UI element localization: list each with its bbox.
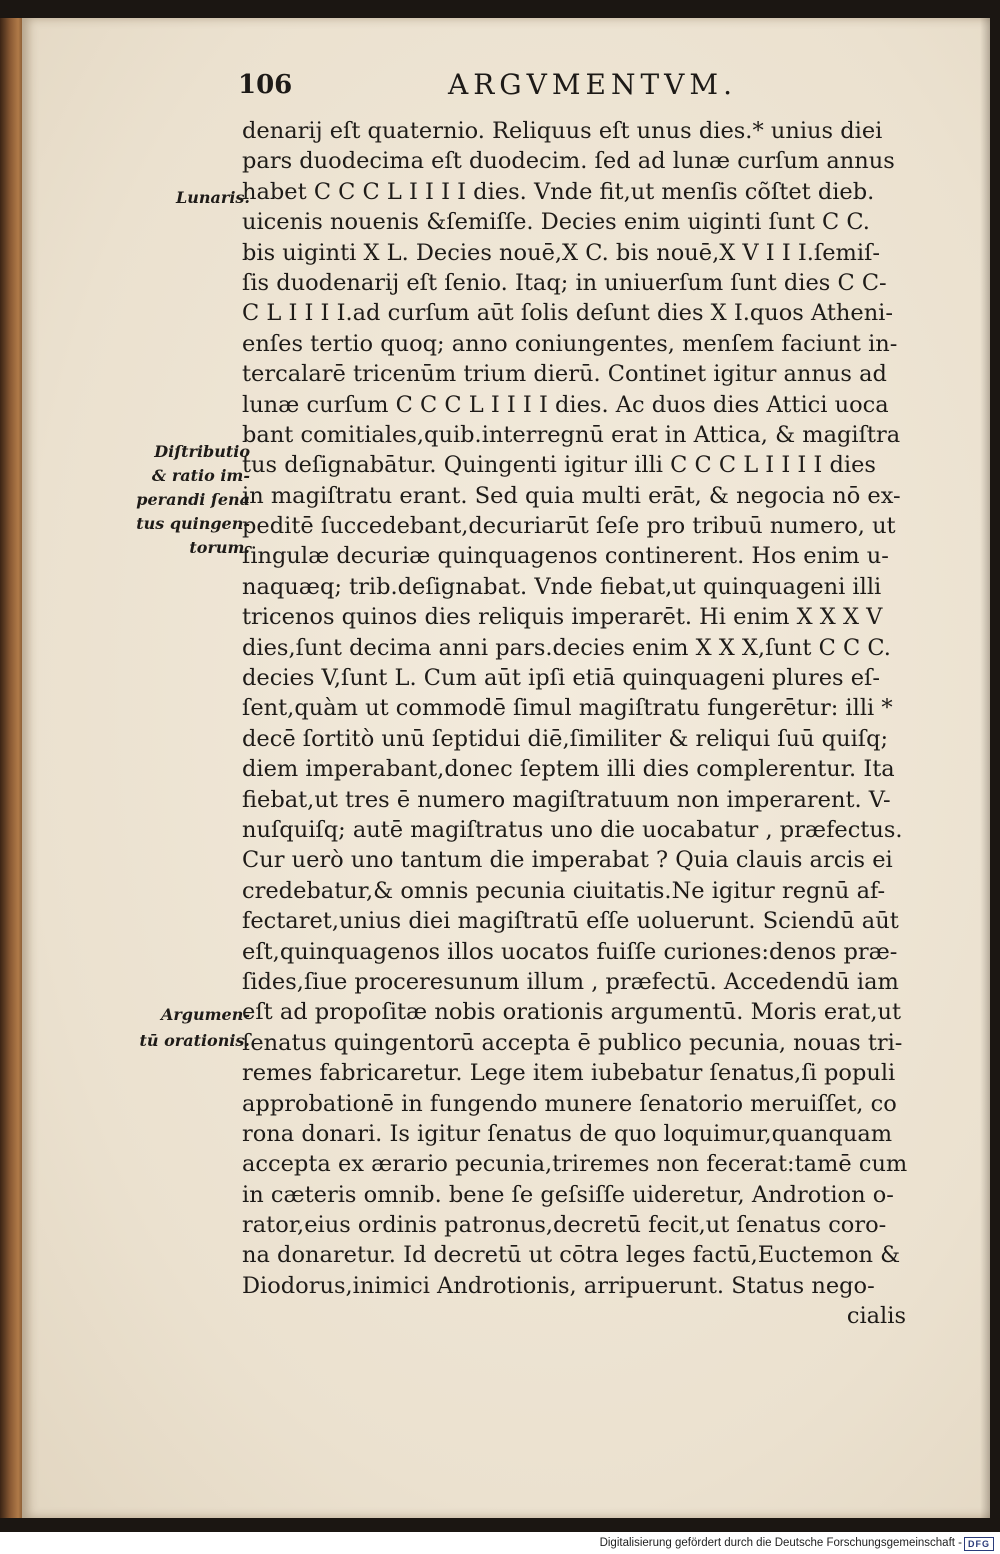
text-line: bant comitiales,quib.interregnū erat in Attica, & magiſtra xyxy=(242,421,901,448)
page-edge-shadow xyxy=(980,18,990,1518)
digitization-footer xyxy=(0,1532,1000,1554)
marginal-line: Argumen- xyxy=(160,1005,250,1024)
text-line: ſis duodenarij eſt ſenio. Itaq; in uniuerſum ſunt dies C C- xyxy=(242,269,887,296)
text-line: enſes tertio quoq; anno coniungentes, menſem faciunt in- xyxy=(242,330,898,357)
text-line: tercalarē tricenūm trium dierū. Continet igitur annus ad xyxy=(242,361,887,388)
marginal-line: Lunaris. xyxy=(176,188,250,207)
text-line: remes fabricaretur. Lege item iubebatur ſenatus,ſi populi xyxy=(242,1060,896,1087)
text-line: lunæ curſum C C C L I I I I dies. Ac duos dies Attici uoca xyxy=(242,391,889,418)
text-line: dies,ſunt decima anni pars.decies enim X X X,ſunt C C C. xyxy=(242,634,891,661)
text-line: Cur uerò uno tantum die imperabat ? Quia clauis arcis ei xyxy=(242,847,893,874)
dfg-logo: DFG xyxy=(964,1537,994,1551)
text-line: credebatur,& omnis pecunia ciuitatis.Ne igitur regnū af- xyxy=(242,877,886,904)
text-line: uicenis nouenis &ſemiſſe. Decies enim uiginti ſunt C C. xyxy=(242,209,870,236)
marginal-line: tū orationis. xyxy=(139,1031,250,1050)
funding-credit: Digitalisierung gefördert durch die Deutsche Forschungsgemeinschaft - xyxy=(599,1537,962,1549)
text-line: approbationē in fungendo munere ſenatorio meruiſſet, co xyxy=(242,1090,897,1117)
text-line: in magiſtratu erant. Sed quia multi erāt, & negocia nō ex- xyxy=(242,482,901,509)
marginal-line: perandi ſena xyxy=(136,490,250,509)
text-line: ſingulæ decuriæ quinquagenos continerent. Hos enim u- xyxy=(242,543,889,570)
text-line: eſt ad propoſitæ nobis orationis argumentū. Moris erat,ut xyxy=(242,999,902,1026)
text-line: pars duodecima eſt duodecim. ſed ad lunæ curſum annus xyxy=(242,148,895,175)
text-line: ſent,quàm ut commodē ſimul magiſtratu fungerētur: illi * xyxy=(242,695,893,722)
text-line: decies V,ſunt L. Cum aūt ipſi etiā quinquageni plures eſ- xyxy=(242,665,880,692)
text-line: ſides,ſiue proceresunum illum , præfectū. Accedendū iam xyxy=(242,968,899,995)
text-line: rona donari. Is igitur ſenatus de quo loquimur,quanquam xyxy=(242,1120,893,1147)
page-number: 106 xyxy=(238,70,293,100)
marginal-line: & ratio im- xyxy=(151,466,250,485)
marginal-line: tus quingen- xyxy=(136,514,250,533)
text-line: accepta ex ærario pecunia,triremes non fecerat:tamē cum xyxy=(242,1151,908,1178)
marginal-line: torum. xyxy=(189,538,250,557)
marginal-note-argumentum xyxy=(140,1002,251,1054)
text-line: diem imperabant,donec ſeptem illi dies complerentur. Ita xyxy=(242,756,895,783)
text-line: habet C C C L I I I I dies. Vnde fit,ut menſis cõſtet dieb. xyxy=(242,178,875,205)
text-line: fiebat,ut tres ē numero magiſtratuum non imperarent. V- xyxy=(242,786,891,813)
marginal-note-distributio xyxy=(136,440,250,560)
text-line: fectaret,unius diei magiſtratū eſſe uoluerunt. Sciendū aūt xyxy=(242,908,899,935)
text-line: cialis xyxy=(846,1303,906,1330)
text-line: tricenos quinos dies reliquis imperarēt. Hi enim X X X V xyxy=(242,604,883,631)
text-line: Diodorus,inimici Androtionis, arripuerunt. Status nego- xyxy=(242,1272,875,1299)
running-head xyxy=(238,68,778,104)
text-line: in cæteris omnib. bene ſe geſsiſſe uideretur, Androtion o- xyxy=(242,1181,894,1208)
text-line: peditē ſuccedebant,decuriarūt ſeſe pro tribuū numero, ut xyxy=(242,513,896,540)
text-line: rator,eius ordinis patronus,decretū fecit,ut ſenatus coro- xyxy=(242,1212,887,1239)
text-line: denarij eſt quaternio. Reliquus eſt unus dies.* unius diei xyxy=(242,118,883,144)
marginal-note-lunaris xyxy=(176,186,250,210)
text-line: eſt,quinquagenos illos uocatos fuiſſe curiones:denos præ- xyxy=(242,938,898,965)
text-line: naquæq; trib.deſignabat. Vnde fiebat,ut quinquageni illi xyxy=(242,573,882,600)
text-line: bis uiginti X L. Decies nouē,X C. bis nouē,X V I I I.ſemiſ- xyxy=(242,239,881,266)
text-line: ſenatus quingentorū accepta ē publico pecunia, nouas tri- xyxy=(242,1029,903,1056)
text-line: C L I I I I.ad curſum aūt ſolis deſunt dies X I.quos Atheni- xyxy=(242,300,893,327)
text-line: tus deſignabātur. Quingenti igitur illi C C C L I I I I dies xyxy=(242,452,876,479)
running-head-title: ARGVMENTVM. xyxy=(448,68,737,101)
body-text xyxy=(242,116,922,1332)
text-line: na donaretur. Id decretū ut cōtra leges factū,Euctemon & xyxy=(242,1242,901,1269)
text-line: decē ſortitò unū ſeptidui diē,ſimiliter & reliqui ſuū quiſq; xyxy=(242,725,889,752)
marginal-line: Diſtributio xyxy=(154,442,250,461)
text-line: nuſquiſq; autē magiſtratus uno die uocabatur , præfectus. xyxy=(242,816,903,843)
